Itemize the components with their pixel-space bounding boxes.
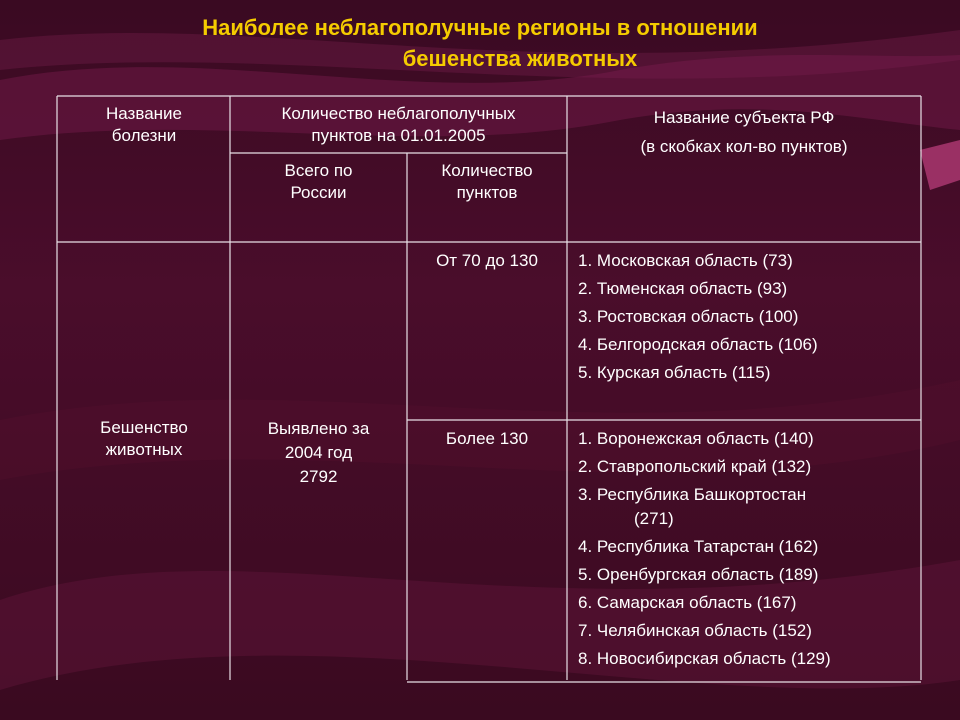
list-item: 3. Ростовская область (100) [578,307,799,326]
header-count-points: Количество неблагополучных пунктов на 01.01.2005 [281,104,516,145]
list-item: 2. Тюменская область (93) [578,279,788,298]
list-item: 6. Самарская область (167) [578,593,797,612]
list-item: 4. Республика Татарстан (162) [578,537,819,556]
header-total-russia: Всего по России [284,161,353,202]
list-item: 7. Челябинская область (152) [578,621,812,640]
list-item: 4. Белгородская область (106) [578,335,818,354]
detected-cell: Выявлено за 2004 год 2792 [267,419,370,486]
range-cell-1: От 70 до 130 [436,251,538,270]
list-item: 1. Воронежская область (140) [578,429,814,448]
list-item: 5. Оренбургская область (189) [578,565,819,584]
list-item: 5. Курская область (115) [578,363,771,382]
list-item: 3. Республика Башкортостан [578,485,807,504]
list-item: (271) [634,509,674,528]
disease-cell: Бешенство животных [100,418,188,459]
title-line-2: бешенства животных [402,46,638,71]
header-subject-name: Название субъекта РФ (в скобках кол-во пунктов) [640,108,848,156]
list-item: 1. Московская область (73) [578,251,793,270]
header-points-count: Количество пунктов [441,161,533,202]
header-disease-name: Название болезни [106,104,182,145]
range-cell-2: Более 130 [445,429,529,448]
title-line-1: Наиболее неблагополучные регионы в отношении [202,15,758,40]
list-item: 8. Новосибирская область (129) [578,649,831,668]
list-item: 2. Ставропольский край (132) [578,457,812,476]
